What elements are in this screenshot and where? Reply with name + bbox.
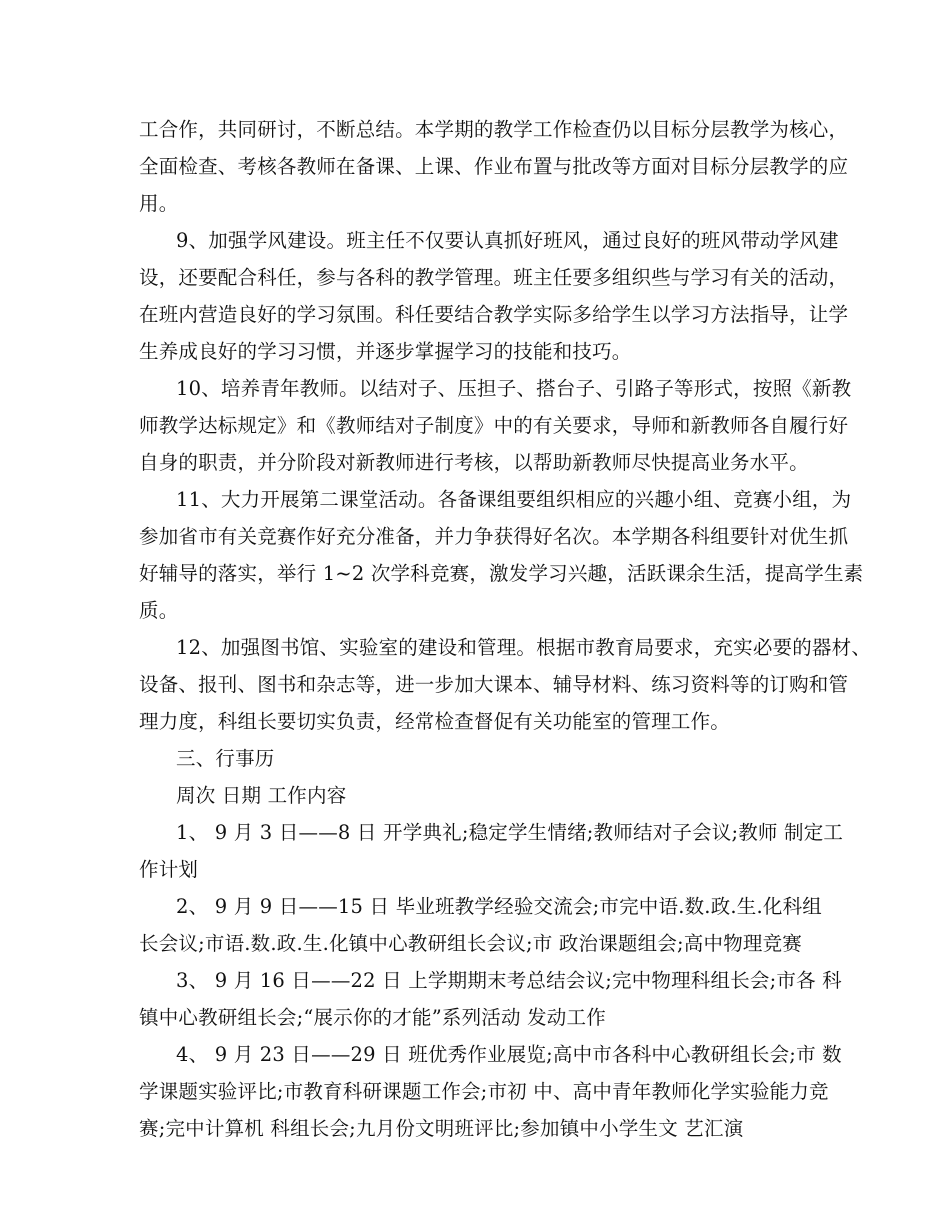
text-line: 好辅导的落实，举行 1~2 次学科竞赛，激发学习兴趣，活跃课余生活，提高学生素 bbox=[139, 562, 864, 585]
text-line: 全面检查、考核各教师在备课、上课、作业布置与批改等方面对目标分层教学的应 bbox=[139, 155, 849, 178]
text-line: 师教学达标规定》和《教师结对子制度》中的有关要求，导师和新教师各自履行好 bbox=[139, 414, 849, 437]
text-line: 参加省市有关竞赛作好充分准备，并力争获得好名次。本学期各科组要针对优生抓 bbox=[139, 525, 849, 548]
text-line: 作计划 bbox=[139, 858, 199, 881]
text-line: 质。 bbox=[139, 599, 179, 622]
schedule-week-1: 1、 9 月 3 日——8 日 开学典礼;稳定学生情绪;教师结对子会议;教师 制定工 bbox=[176, 821, 844, 844]
paragraph-11-start: 11、大力开展第二课堂活动。各备课组要组织相应的兴趣小组、竞赛小组，为 bbox=[176, 488, 852, 511]
paragraph-12-start: 12、加强图书馆、实验室的建设和管理。根据市教育局要求，充实必要的器材、 bbox=[176, 636, 872, 659]
schedule-week-2: 2、 9 月 9 日——15 日 毕业班教学经验交流会;市完中语.数.政.生.化科组 bbox=[176, 895, 822, 918]
text-line: 设，还要配合科任，参与各科的教学管理。班主任要多组织些与学习有关的活动， bbox=[139, 266, 849, 289]
text-line: 在班内营造良好的学习氛围。科任要结合教学实际多给学生以学习方法指导，让学 bbox=[139, 303, 849, 326]
paragraph-9-start: 9、加强学风建设。班主任不仅要认真抓好班风，通过良好的班风带动学风建 bbox=[176, 229, 839, 252]
schedule-header: 周次 日期 工作内容 bbox=[176, 784, 347, 807]
schedule-week-4: 4、 9 月 23 日——29 日 班优秀作业展览;高中市各科中心教研组长会;市 数 bbox=[176, 1043, 842, 1066]
text-line: 镇中心教研组长会;“展示你的才能”系列活动 发动工作 bbox=[139, 1006, 606, 1029]
section-heading: 三、行事历 bbox=[176, 747, 275, 770]
schedule-week-3: 3、 9 月 16 日——22 日 上学期期末考总结会议;完中物理科组长会;市各 科 bbox=[176, 969, 842, 992]
paragraph-10-start: 10、培养青年教师。以结对子、压担子、搭台子、引路子等形式，按照《新教 bbox=[176, 377, 852, 400]
text-line: 赛;完中计算机 科组长会;九月份文明班评比;参加镇中小学生文 艺汇演 bbox=[139, 1117, 744, 1140]
text-line: 自身的职责，并分阶段对新教师进行考核，以帮助新教师尽快提高业务水平。 bbox=[139, 451, 809, 474]
text-line: 理力度，科组长要切实负责，经常检查督促有关功能室的管理工作。 bbox=[139, 710, 731, 733]
text-line: 生养成良好的学习习惯，并逐步掌握学习的技能和技巧。 bbox=[139, 340, 632, 363]
text-line: 学课题实验评比;市教育科研课题工作会;市初 中、高中青年教师化学实验能力竞 bbox=[139, 1080, 829, 1103]
text-line: 设备、报刊、图书和杂志等，进一步加大课本、辅导材料、练习资料等的订购和管 bbox=[139, 673, 849, 696]
text-line: 长会议;市语.数.政.生.化镇中心教研组长会议;市 政治课题组会;高中物理竞赛 bbox=[139, 932, 803, 955]
text-line: 工合作，共同研讨，不断总结。本学期的教学工作检查仍以目标分层教学为核心， bbox=[139, 118, 849, 141]
text-line: 用。 bbox=[139, 192, 179, 215]
